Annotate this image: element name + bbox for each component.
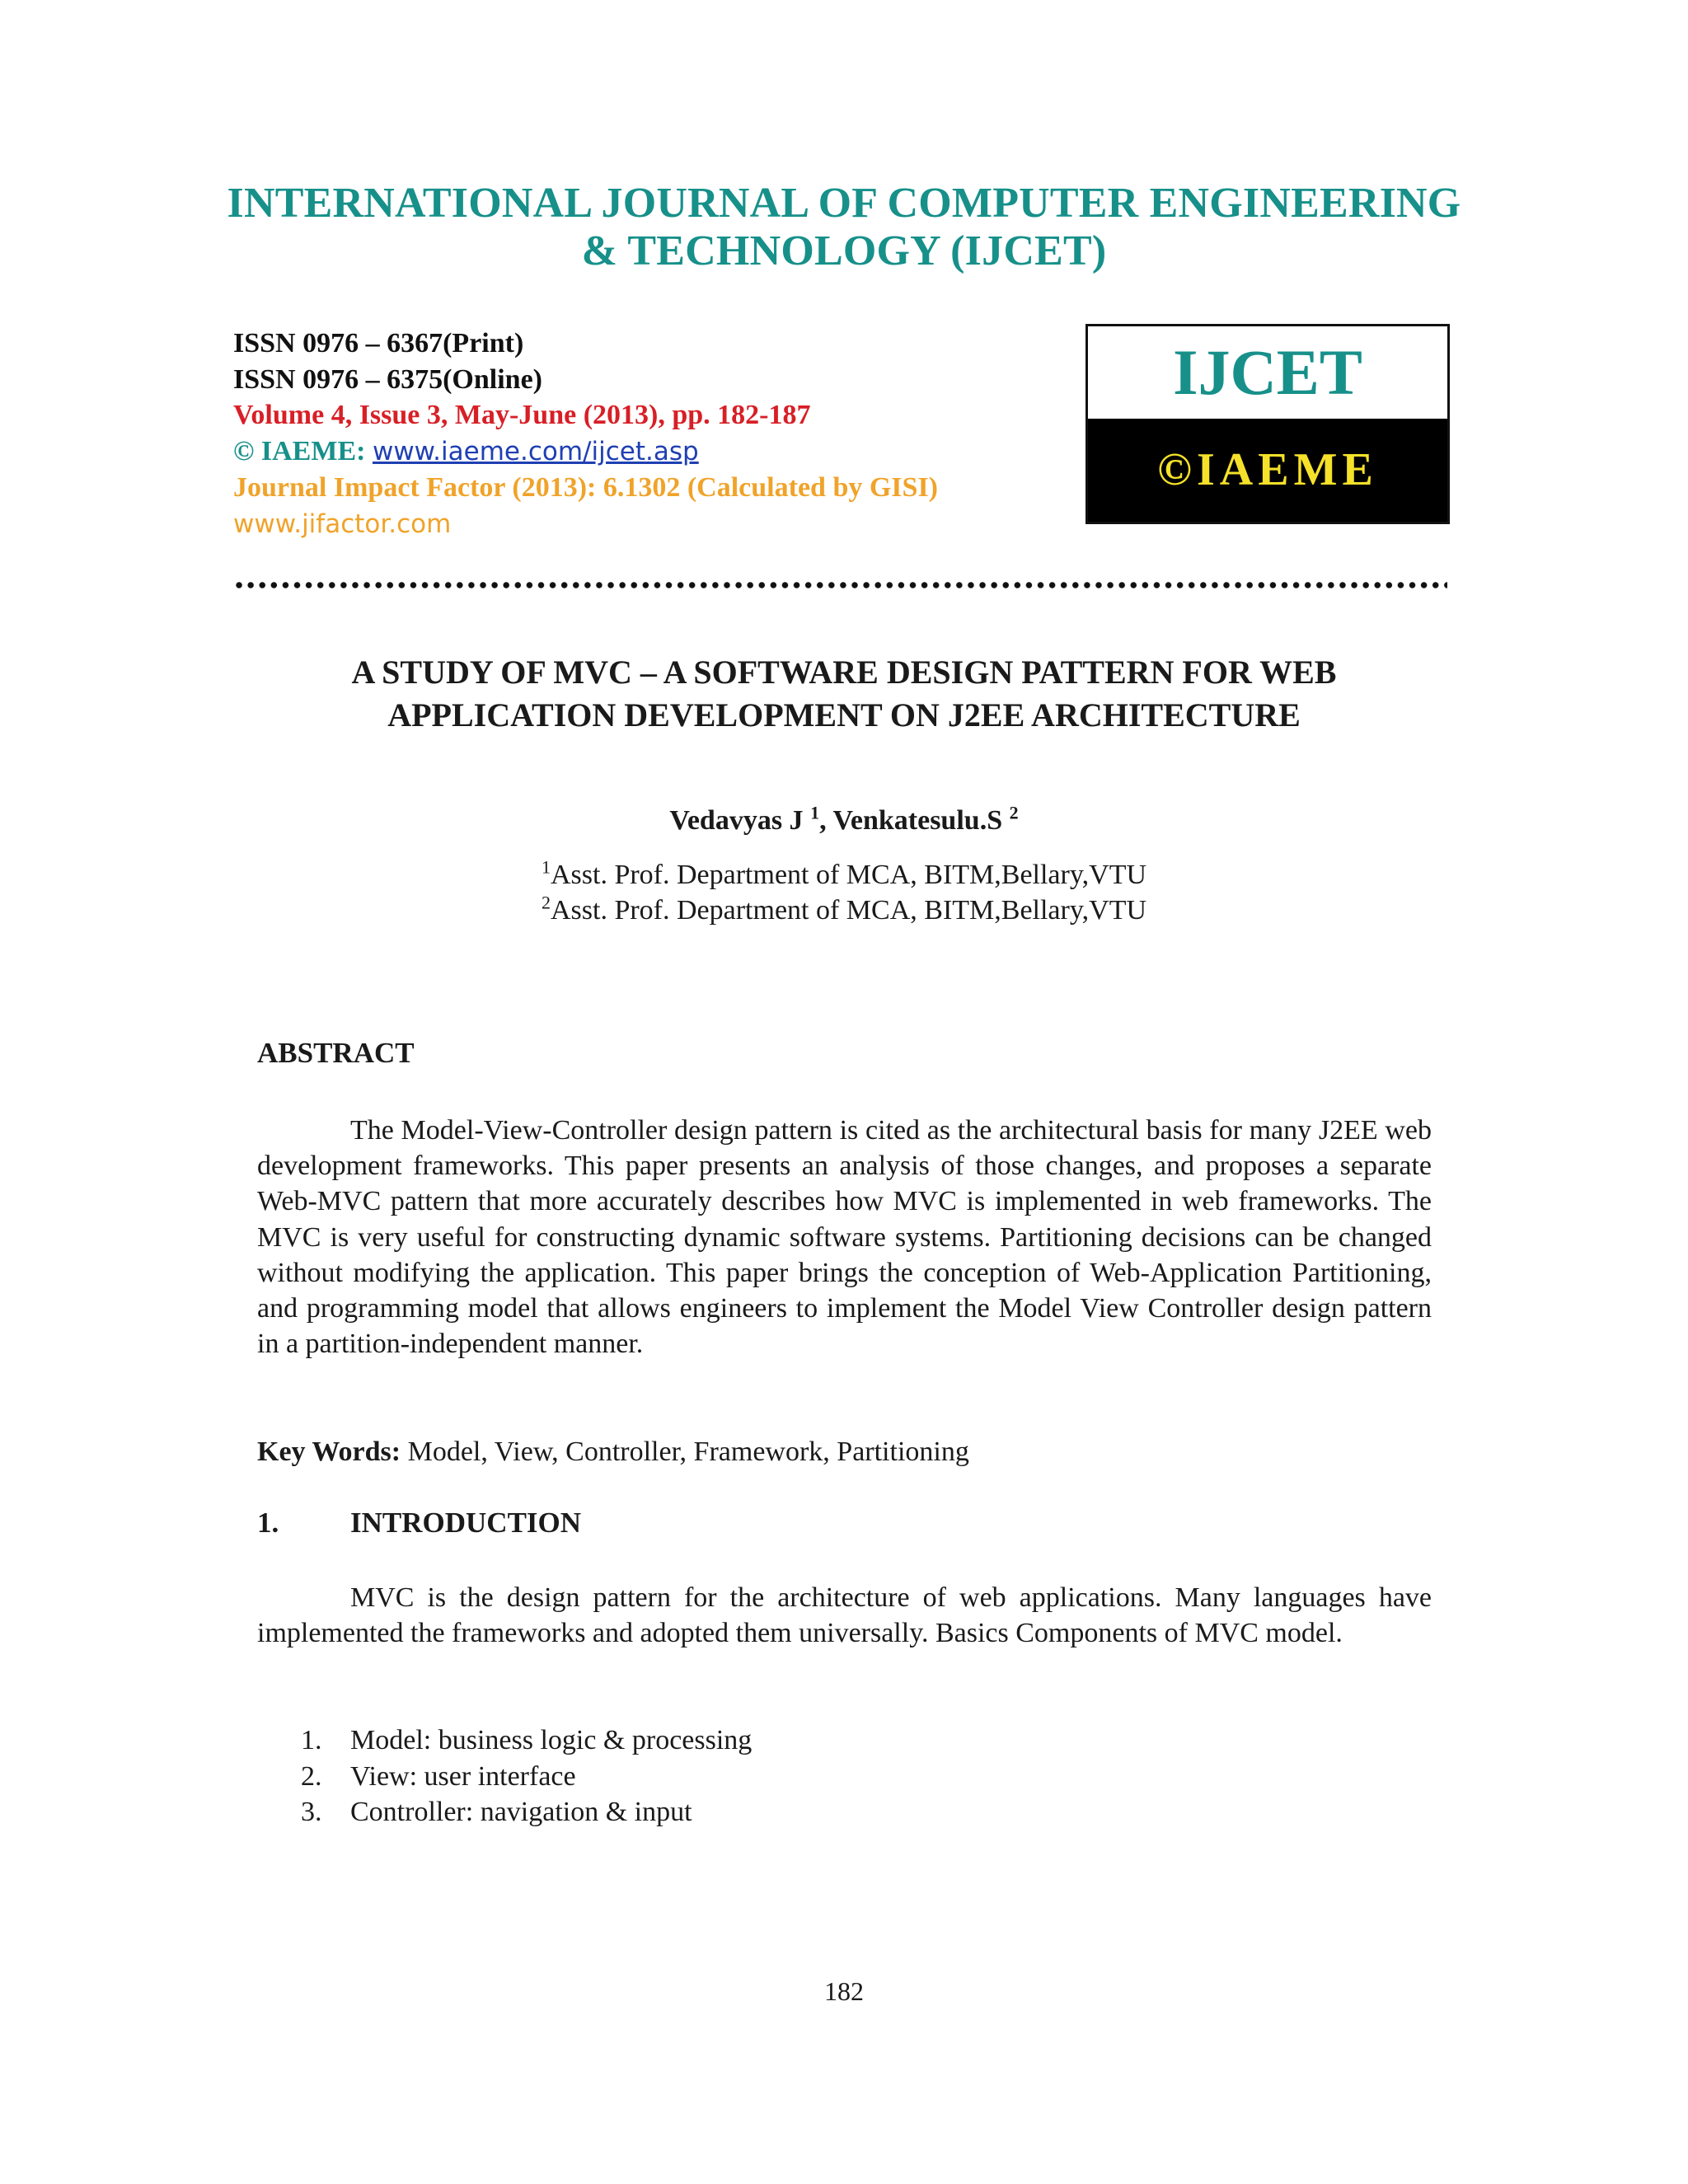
intro-heading: INTRODUCTION <box>350 1507 582 1539</box>
author-2-sup: 2 <box>1009 802 1019 823</box>
authors <box>0 803 1688 839</box>
affiliation-1-sup: 1 <box>541 856 551 878</box>
paper-title <box>0 651 1688 737</box>
volume-info: Volume 4, Issue 3, May-June (2013), pp. 182-187 <box>233 400 811 430</box>
list-item <box>257 1794 752 1830</box>
keywords-label: Key Words: <box>257 1436 401 1467</box>
issn-online: ISSN 0976 – 6375(Online) <box>233 363 542 395</box>
iaeme-line <box>233 434 938 471</box>
affiliation-2-sup: 2 <box>541 892 551 913</box>
impact-factor: Journal Impact Factor (2013): 6.1302 (Calculated by GISI) <box>233 472 938 503</box>
affiliation-2 <box>0 893 1688 929</box>
paper-title-line-1: A STUDY OF MVC – A SOFTWARE DESIGN PATTERN FOR WEB <box>351 654 1337 691</box>
intro-section-number: 1. <box>257 1507 279 1539</box>
list-item-text: View: user interface <box>350 1760 576 1792</box>
iaeme-link[interactable]: www.iaeme.com/ijcet.asp <box>372 436 699 466</box>
keywords-value: Model, View, Controller, Framework, Partitioning <box>401 1436 969 1467</box>
paper-title-line-2: APPLICATION DEVELOPMENT ON J2EE ARCHITECTURE <box>387 696 1301 733</box>
iaeme-label: © IAEME: <box>233 435 373 466</box>
page-number: 182 <box>824 1976 864 2006</box>
list-item <box>257 1722 752 1759</box>
list-item-text: Model: business logic & processing <box>350 1725 753 1755</box>
journal-title-line-1: INTERNATIONAL JOURNAL OF COMPUTER ENGINEERING <box>227 180 1461 227</box>
author-1: Vedavyas J <box>669 805 811 836</box>
list-item-number: 3. <box>301 1797 322 1827</box>
journal-title-line-2: & TECHNOLOGY (IJCET) <box>581 227 1107 274</box>
issn-print: ISSN 0976 – 6367(Print) <box>233 328 524 359</box>
logo-publisher: ©IAEME <box>1088 419 1447 522</box>
dotted-divider <box>233 580 1447 590</box>
author-1-sup: 1 <box>810 802 820 823</box>
affiliation-1-text: Asst. Prof. Department of MCA, BITM,Bellary,VTU <box>550 860 1147 890</box>
affiliation-1 <box>0 857 1688 893</box>
author-2: , Venkatesulu.S <box>819 805 1010 836</box>
abstract-text: The Model-View-Controller design pattern is cited as the architectural basis for many J2EE web development frameworks. This paper presents an analysis of those changes, and proposes a separate Web-MVC pattern that more accurately describes how MVC is implemented in web frameworks. The MVC is very useful for constructing dynamic software systems. Partitioning decisions can be changed without modifying the application. This paper brings the conception of Web-Application Partitioning, and programming model that allows engineers to implement the Model View Controller design pattern in a partition-independent manner. <box>257 1115 1432 1360</box>
logo-title: IJCET <box>1088 326 1447 419</box>
list-item-text: Controller: navigation & input <box>350 1797 692 1827</box>
jifactor-link[interactable]: www.jifactor.com <box>233 509 452 539</box>
list-item <box>257 1759 752 1795</box>
list-item-number: 1. <box>301 1725 322 1755</box>
journal-meta <box>233 326 938 542</box>
affiliation-2-text: Asst. Prof. Department of MCA, BITM,Bellary,VTU <box>550 895 1147 926</box>
intro-text: MVC is the design pattern for the architecture of web applications. Many languages have implemented the frameworks and adopted them universally. Basics Components of MVC model. <box>257 1582 1432 1649</box>
list-item-number: 2. <box>301 1760 322 1792</box>
mvc-components-list <box>257 1722 752 1830</box>
ijcet-logo <box>1085 324 1450 524</box>
keywords <box>257 1434 969 1470</box>
abstract-heading: ABSTRACT <box>257 1037 415 1069</box>
journal-title <box>0 180 1688 275</box>
